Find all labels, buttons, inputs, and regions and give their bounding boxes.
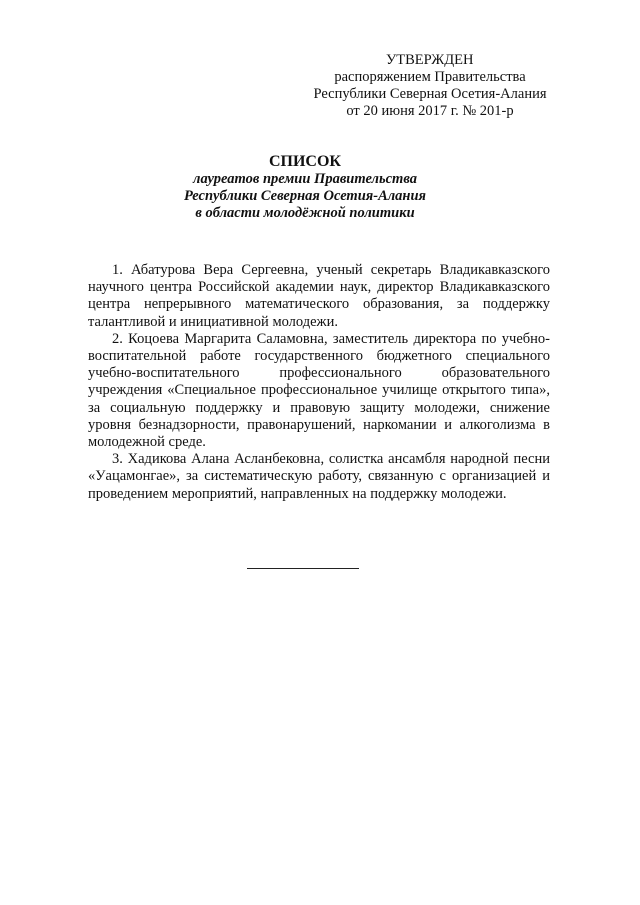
approval-date-number: от 20 июня 2017 г. № 201-р (346, 103, 514, 119)
approval-line-2: Республики Северная Осетия-Алания (313, 86, 547, 102)
laureates-list (88, 262, 550, 503)
laureate-item: 2. Коцоева Маргарита Саламовна, заместитель директора по учебно-воспитательной работе государственного бюджетного специального учебно-воспитательного профессионального образовательного учреждения «Специальное профессиональное училище открытого типа», за социальную поддержку и правовую защиту молодежи, снижение уровня безнадзорности, правонарушений, наркомании и алкоголизма в молодежной среде. (88, 330, 550, 451)
heading-title: СПИСОК (268, 153, 342, 170)
heading-line-3: в области молодёжной политики (195, 205, 415, 221)
approval-title: УТВЕРЖДЕН (386, 52, 474, 68)
laureate-item: 3. Хадикова Алана Асланбековна, солистка ансамбля народной песни «Уацамонгае», за систематическую работу, связанную с организацией и проведением мероприятий, направленных на поддержку молодежи. (88, 451, 550, 502)
heading-line-1: лауреатов премии Правительства (193, 171, 417, 187)
closing-divider (247, 568, 359, 569)
heading-line-2: Республики Северная Осетия-Алания (183, 188, 427, 204)
approval-line-1: распоряжением Правительства (334, 69, 526, 85)
laureate-item: 1. Абатурова Вера Сергеевна, ученый секретарь Владикавказского научного центра Российской академии наук, директор Владикавказского центра непрерывного математического образования, за поддержку талантливой и инициативной молодежи. (88, 262, 550, 330)
document-heading (120, 152, 490, 222)
approval-stamp (300, 52, 560, 120)
